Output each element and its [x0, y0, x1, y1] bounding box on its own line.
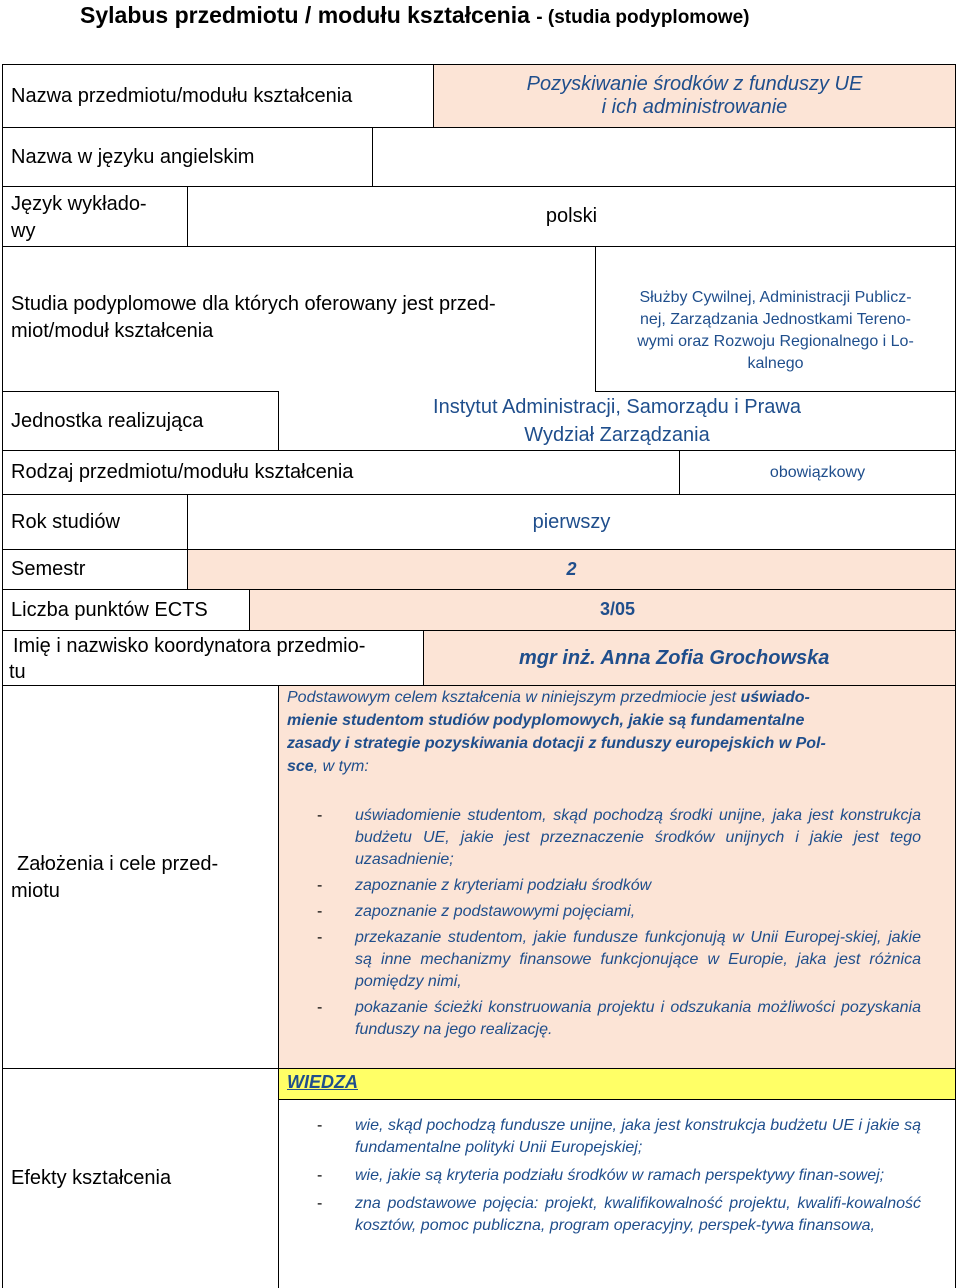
list-item: - uświadomienie studentom, skąd pochodzą środki unijne, jaka jest konstrukcja budżetu UE, jakie jest przeznaczenie środków unijnych i jakie jest tego uzasadnienie; [287, 805, 921, 871]
semestr-value: 2 [566, 559, 577, 579]
zalozenia-intro-bold-3: zasady i strategie pozyskiwania dotacji z funduszy europejskich w Pol- [287, 735, 826, 752]
nazwa-en-value-cell [372, 127, 956, 187]
wiedza-header [279, 1069, 955, 1100]
jezyk-value-cell [187, 186, 956, 247]
efekty-value-cell [278, 1068, 956, 1288]
rok-label-cell [2, 494, 188, 550]
rodzaj-label: Rodzaj przedmiotu/modułu kształcenia [11, 461, 354, 483]
zalozenia-label-line2: miotu [11, 880, 60, 902]
list-item: - zna podstawowe pojęcia: projekt, kwalifikowalność projektu, kwalifi-kowalność kosztów, pomoc publiczna, program operacyjny, perspek-tywa finansowa, [287, 1193, 921, 1237]
ects-value-cell [249, 589, 956, 631]
page-title [80, 0, 940, 30]
list-item: - wie, jakie są kryteria podziału środków w ramach perspektywy finan-sowej; [287, 1165, 921, 1187]
jezyk-label-cell [2, 186, 188, 247]
jednostka-label-cell [2, 391, 279, 451]
wiedza-label: WIEDZA [287, 1072, 358, 1092]
jednostka-label: Jednostka realizująca [11, 409, 204, 432]
koordynator-value: mgr inż. Anna Zofia Grochowska [519, 647, 830, 669]
studia-label-cell [2, 246, 596, 392]
studia-value-line3: wymi oraz Rozwoju Regionalnego i Lo- [637, 333, 914, 350]
list-item: - pokazanie ścieżki konstruowania projektu i odszukania możliwości pozyskania funduszy na jego realizację. [287, 997, 921, 1041]
jezyk-label-line2: wy [11, 220, 36, 242]
jednostka-value-cell [278, 391, 956, 451]
zalozenia-list [287, 805, 921, 1041]
zalozenia-intro-tail: , w tym: [313, 758, 369, 775]
ects-value: 3/05 [600, 599, 636, 619]
jednostka-value-line1: Instytut Administracji, Samorządu i Prawa [433, 395, 801, 418]
studia-value-line4: kalnego [747, 355, 804, 372]
studia-value-line1: Służby Cywilnej, Administracji Publicz- [639, 289, 912, 306]
rodzaj-value: obowiązkowy [769, 463, 866, 481]
list-item: - wie, skąd pochodzą fundusze unijne, jaka jest konstrukcja budżetu UE i jakie są fundamentalne polityki Unii Europejskiej; [287, 1115, 921, 1159]
efekty-label: Efekty kształcenia [11, 1167, 172, 1189]
koordynator-label-line1: Imię i nazwisko koordynatora przedmio- [13, 635, 366, 657]
jezyk-label-line1: Język wykłado- [11, 193, 147, 215]
rodzaj-value-cell [679, 450, 956, 495]
jezyk-value: polski [545, 205, 598, 227]
efekty-list [287, 1115, 921, 1237]
efekty-label-cell [2, 1068, 279, 1288]
studia-value-line2: nej, Zarządzania Jednostkami Tereno- [640, 311, 911, 328]
semestr-label: Semestr [11, 558, 86, 580]
rok-value: pierwszy [532, 510, 611, 533]
title-main: Sylabus przedmiotu / modułu kształcenia [80, 2, 530, 28]
zalozenia-label-line1: Założenia i cele przed- [17, 853, 219, 875]
zalozenia-label-cell [2, 685, 279, 1069]
studia-label-line2: miot/moduł kształcenia [11, 320, 214, 342]
nazwa-label: Nazwa przedmiotu/modułu kształcenia [11, 84, 353, 107]
nazwa-en-label-cell [2, 127, 373, 187]
rok-label: Rok studiów [11, 510, 120, 533]
semestr-value-cell [187, 549, 956, 590]
nazwa-value-line1: Pozyskiwanie środków z funduszy UE [526, 73, 863, 95]
studia-label-line1: Studia podyplomowe dla których oferowany jest przed- [11, 293, 496, 315]
jednostka-value-line2: Wydział Zarządzania [524, 423, 710, 446]
koordynator-label-cell [2, 630, 424, 686]
zalozenia-value-cell [278, 685, 956, 1069]
koordynator-value-cell [423, 630, 956, 686]
zalozenia-intro-plain: Podstawowym celem kształcenia w niniejszym przedmiocie jest [287, 689, 741, 706]
nazwa-value-cell [433, 64, 956, 128]
zalozenia-intro-bold-1: uświado- [740, 689, 810, 706]
list-item: - przekazanie studentom, jakie fundusze funkcjonują w Unii Europej-skiej, jakie są inne mechanizmy finansowe funkcjonujące w Europie, jaka jest różnica pomiędzy nimi, [287, 927, 921, 993]
nazwa-label-cell [2, 64, 434, 128]
rodzaj-label-cell [2, 450, 680, 495]
ects-label-cell [2, 589, 250, 631]
ects-label: Liczba punktów ECTS [11, 598, 208, 621]
rok-value-cell [187, 494, 956, 550]
nazwa-value-line2: i ich administrowanie [601, 96, 788, 118]
list-item: - zapoznanie z kryteriami podziału środków [287, 875, 921, 897]
studia-value-cell [595, 246, 956, 392]
list-item: - zapoznanie z podstawowymi pojęciami, [287, 901, 921, 923]
koordynator-label-line2: tu [9, 661, 26, 683]
zalozenia-intro-bold-2: mienie studentom studiów podyplomowych, jakie są fundamentalne [287, 712, 805, 729]
nazwa-en-label: Nazwa w języku angielskim [11, 145, 255, 168]
zalozenia-intro-bold-4: sce [287, 758, 314, 775]
semestr-label-cell [2, 549, 188, 590]
title-sub: - (studia podyplomowe) [536, 7, 750, 28]
